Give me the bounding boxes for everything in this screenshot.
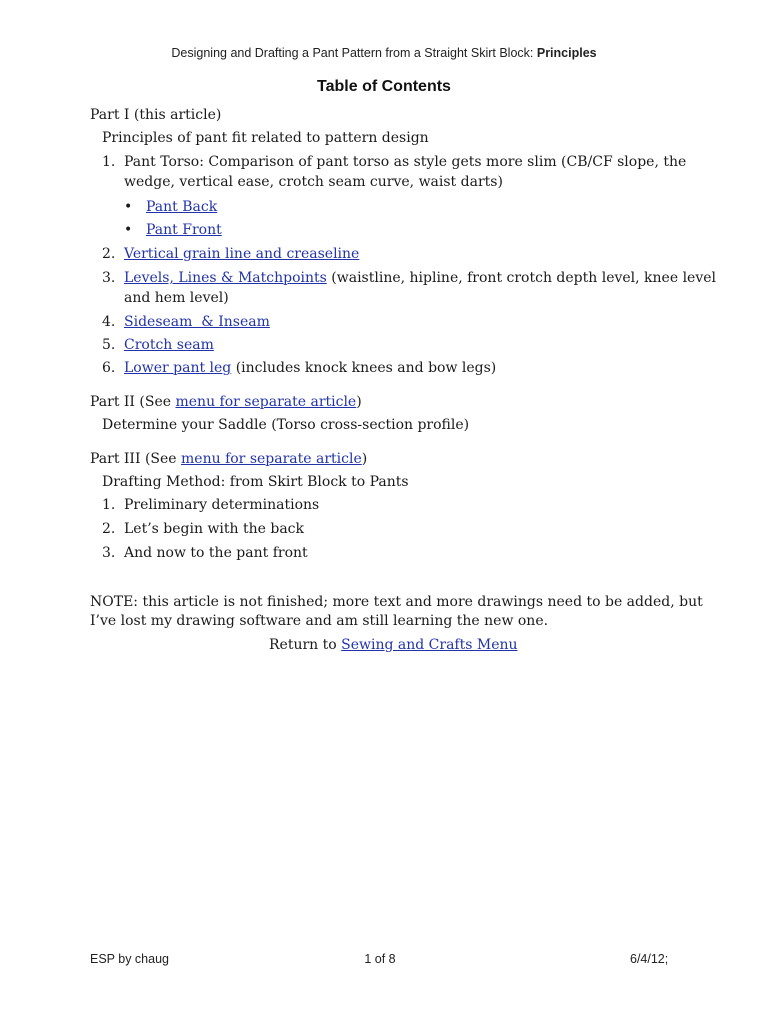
- item-text: And now to the pant front: [124, 545, 308, 561]
- footer-page-number: 1 of 8: [364, 952, 396, 966]
- part1-subtitle: Principles of pant fit related to pattern design: [102, 130, 429, 146]
- part2-heading: [90, 392, 362, 412]
- note-line-1: NOTE: this article is not finished; more text and more drawings need to be added, but: [90, 594, 703, 610]
- item-number: 2.: [102, 246, 116, 262]
- bullet-icon: •: [124, 222, 133, 238]
- part3-heading-prefix: Part III (See: [90, 451, 182, 467]
- levels-lines-link[interactable]: Levels, Lines & Matchpoints: [124, 270, 327, 286]
- item-number: 3.: [102, 545, 116, 561]
- item-text: Let’s begin with the back: [124, 521, 305, 537]
- return-prefix: Return to: [269, 637, 342, 653]
- return-line: [269, 635, 518, 655]
- lower-pant-leg-link[interactable]: Lower pant leg: [124, 360, 232, 376]
- item-number: 1.: [102, 497, 116, 513]
- part3-heading: [90, 449, 367, 469]
- crotch-seam-link[interactable]: Crotch seam: [124, 337, 214, 353]
- item-text-cont: and hem level): [124, 290, 229, 306]
- toc-title: Table of Contents: [317, 78, 451, 95]
- item-number: 1.: [102, 154, 116, 170]
- sideseam-link[interactable]: Sideseam & Inseam: [124, 314, 270, 330]
- vertical-grain-link[interactable]: Vertical grain line and creaseline: [124, 246, 360, 262]
- footer-left: ESP by chaug: [90, 952, 169, 966]
- part2-heading-prefix: Part II (See: [90, 394, 176, 410]
- item-text: Pant Torso: Comparison of pant torso as style gets more slim (CB/CF slope, the: [124, 154, 687, 170]
- bullet-icon: •: [124, 199, 133, 215]
- part1-heading: Part I (this article): [90, 107, 222, 123]
- item-number: 3.: [102, 270, 116, 286]
- pant-front-link[interactable]: Pant Front: [146, 222, 222, 238]
- item-text-cont: wedge, vertical ease, crotch seam curve, waist darts): [124, 174, 503, 190]
- part3-menu-link[interactable]: menu for separate article: [181, 451, 362, 467]
- running-title-prefix: Designing and Drafting a Pant Pattern from a Straight Skirt Block:: [171, 46, 537, 60]
- sewing-crafts-menu-link[interactable]: Sewing and Crafts Menu: [341, 637, 518, 653]
- item-text: (waistline, hipline, front crotch depth level, knee level: [326, 270, 717, 286]
- item-number: 6.: [102, 360, 116, 376]
- running-title-bold: Principles: [536, 46, 597, 60]
- footer-date: 6/4/12;: [630, 952, 669, 966]
- part3-heading-suffix: ): [361, 451, 368, 467]
- item-number: 4.: [102, 314, 116, 330]
- part2-heading-suffix: ): [356, 394, 362, 410]
- part3-subtitle: Drafting Method: from Skirt Block to Pants: [102, 474, 409, 490]
- item-text: (includes knock knees and bow legs): [231, 360, 497, 376]
- item-text: Preliminary determinations: [124, 497, 320, 513]
- part2-menu-link[interactable]: menu for separate article: [175, 394, 357, 410]
- part2-subtitle: Determine your Saddle (Torso cross-section profile): [102, 417, 470, 433]
- item-number: 5.: [102, 337, 116, 353]
- pant-back-link[interactable]: Pant Back: [146, 199, 218, 215]
- item-number: 2.: [102, 521, 116, 537]
- note-line-2: I’ve lost my drawing software and am still learning the new one.: [90, 613, 549, 629]
- running-header: [0, 46, 768, 60]
